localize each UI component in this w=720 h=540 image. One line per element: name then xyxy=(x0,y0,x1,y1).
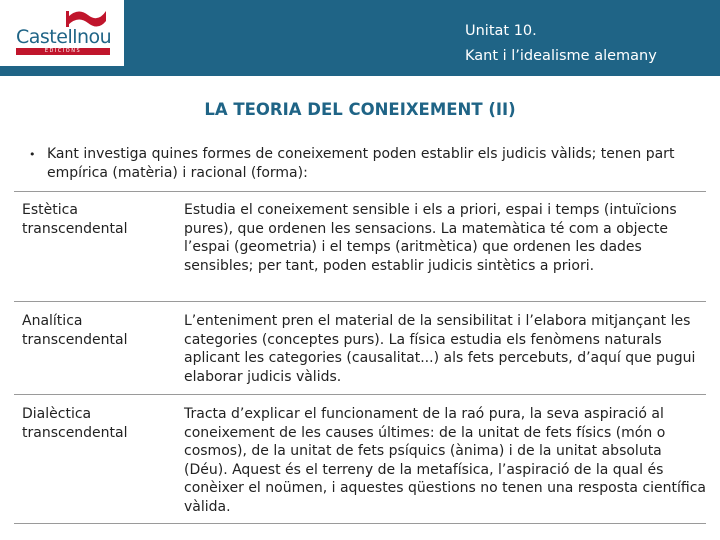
concept-table xyxy=(14,191,706,524)
unit-subtitle: Kant i l’idealisme alemany xyxy=(465,48,657,64)
row-term: Estètica transcendental xyxy=(14,192,184,302)
row-term: Analítica transcendental xyxy=(14,302,184,395)
publisher-logo xyxy=(0,0,124,66)
row-description: Tracta d’explicar el funcionament de la raó pura, la seva aspiració al coneixement de les causes últimes: de la unitat de fets físics (món o cosmos), de la unitat de fets psíquics (ànima) i de la unitat absoluta (Déu). Aquest és el terreny de la metafísica, l’aspiració de la qual és conèixer el noümen, i aquestes qüestions no tenen una resposta científica vàlida. xyxy=(184,395,706,524)
flag-icon xyxy=(66,7,108,27)
table-row xyxy=(14,395,706,524)
bullet-icon: • xyxy=(29,148,36,161)
logo-sub: EDICIONS xyxy=(16,48,110,55)
logo-brand: Castellnou xyxy=(16,26,112,48)
row-description: Estudia el coneixement sensible i els a priori, espai i temps (intuïcions pures), que ordenen les sensacions. La matemàtica té com a objecte l’espai (geometria) i el temps (aritmètica) que ordenen les dades sensibles; per tant, poden establir judicis sintètics a priori. xyxy=(184,192,706,302)
intro-text: Kant investiga quines formes de coneixement poden establir els judicis vàlids; tenen part empírica (matèria) i racional (forma): xyxy=(47,146,675,181)
unit-heading xyxy=(465,19,715,69)
page-title: LA TEORIA DEL CONEIXEMENT (II) xyxy=(204,100,516,119)
table-row xyxy=(14,192,706,302)
unit-number: Unitat 10. xyxy=(465,23,537,39)
row-term: Dialèctica transcendental xyxy=(14,395,184,524)
table-row xyxy=(14,302,706,395)
header-bar xyxy=(0,0,720,76)
row-description: L’enteniment pren el material de la sensibilitat i l’elabora mitjançant les categories (conceptes purs). La física estudia els fenòmens naturals aplicant les categories (causalitat...) als fets percebuts, d’aquí que pugui elaborar judicis vàlids. xyxy=(184,302,706,395)
